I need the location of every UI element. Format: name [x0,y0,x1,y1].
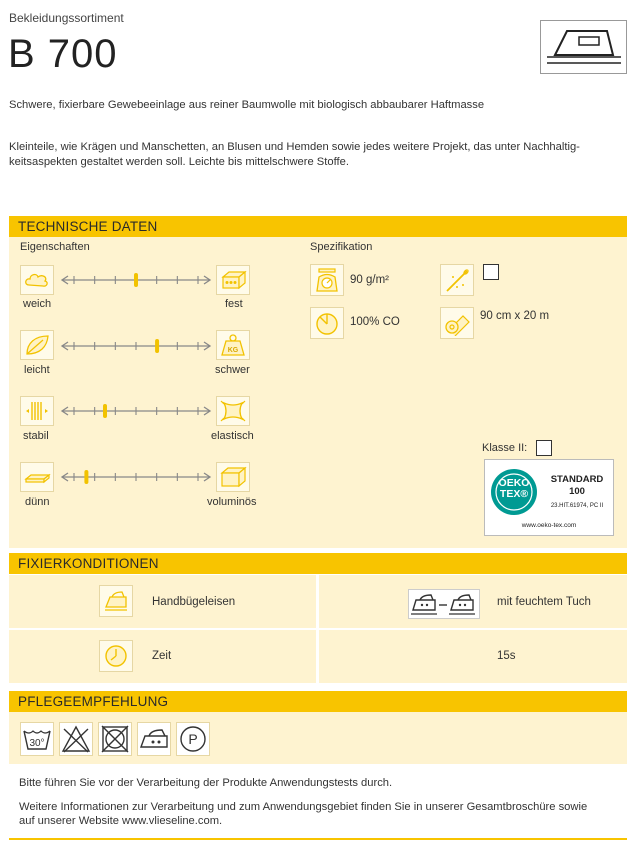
damp-cloth-iron-icon [408,589,480,619]
cloud-soft-icon [20,265,54,295]
property-scale [58,338,218,354]
svg-text:KG: KG [227,347,239,354]
class-checkbox [536,440,552,456]
oeko-brand-bottom: TEX® [499,488,529,500]
composition-pie-icon [310,307,344,339]
clock-time-icon [99,640,133,672]
more-info-text [19,800,624,828]
info-line: auf unserer Website www.vlieseline.com. [19,815,223,827]
dry-clean-p-icon [176,722,210,756]
no-bleach-icon [59,722,93,756]
scale-right-label: schwer [215,364,250,376]
property-scale [58,403,218,419]
technical-data-header: TECHNISCHE DATEN [9,216,627,237]
fabric-weight-value: 90 g/m² [350,274,389,286]
svg-text:P: P [188,731,198,747]
fixing-cell [319,630,627,683]
hand-iron-icon [99,585,133,617]
thin-layer-icon [20,462,54,492]
testing-note: Bitte führen Sie vor der Verarbeitung der Produkte Anwendungstests durch. [19,777,393,789]
scale-level-marker [134,273,138,287]
oeko-standard: STANDARD [550,474,604,485]
sewable-checkbox [483,264,499,280]
usage-line: keitsaspekten gestaltet werden soll. Leichte bis mittelschwere Stoffe. [9,156,349,168]
usage-line: Kleinteile, wie Krägen und Manschetten, an Blusen und Hemden sowie jedes weitere Projekt, das unter Nachhaltig- [9,141,580,153]
property-scale [58,469,218,485]
care-header: PFLEGEEMPFEHLUNG [9,691,627,712]
footer [9,766,627,840]
iron-two-dots-icon [137,722,171,756]
properties-label: Eigenschaften [20,241,90,253]
scale-level-marker [84,470,88,484]
oeko-brand-top: OEKO [498,477,530,489]
wash-30-icon [20,722,54,756]
weight-kg-icon [216,330,250,360]
scale-left-label: leicht [24,364,50,376]
stable-lines-icon [20,396,54,426]
scale-weight-icon [310,264,344,296]
roll-size-value: 90 cm x 20 m [480,310,550,322]
oeko-url: www.oeko-tex.com [521,522,577,529]
scale-left-label: weich [23,298,52,310]
scale-left-label: dünn [25,496,50,508]
hand-iron-label: Handbügeleisen [152,596,236,608]
no-tumble-dry-icon [98,722,132,756]
category-label: Bekleidungssortiment [9,11,124,25]
specification-label: Spezifikation [310,241,373,253]
fabric-roll-icon [440,307,474,339]
property-scale [58,272,218,288]
brick-firm-icon [216,265,250,295]
scale-level-marker [155,339,159,353]
info-line: Weitere Informationen zur Verarbeitung und zum Anwendungsgebiet finden Sie in unserer Gesamtbroschüre sowie [19,801,588,813]
scale-right-label: fest [225,298,243,310]
elastic-stretch-icon [216,396,250,426]
damp-cloth-label: mit feuchtem Tuch [497,596,591,608]
iron-logo-icon [540,20,627,74]
product-title: B 700 [8,32,118,76]
scale-level-marker [103,404,107,418]
scale-left-label: stabil [23,430,49,442]
wash-temp-text: 30° [29,738,45,749]
scale-right-label: voluminös [207,496,257,508]
usage-text [9,140,629,170]
time-label: Zeit [152,650,172,662]
leaf-light-icon [20,330,54,360]
time-value: 15s [497,650,516,662]
scale-right-label: elastisch [211,430,254,442]
oeko-number: 100 [569,486,585,497]
fixing-conditions-header: FIXIERKONDITIONEN [9,553,627,574]
composition-value: 100% CO [350,316,400,328]
class-label: Klasse II: [482,442,528,454]
oeko-tex-label [484,459,614,536]
needle-sewing-icon [440,264,474,296]
oeko-code: 23.HIT.61974, PC II [550,503,604,509]
voluminous-block-icon [216,462,250,492]
product-description: Schwere, fixierbare Gewebeeinlage aus reiner Baumwolle mit biologisch abbaubarer Haftmasse [9,99,485,111]
